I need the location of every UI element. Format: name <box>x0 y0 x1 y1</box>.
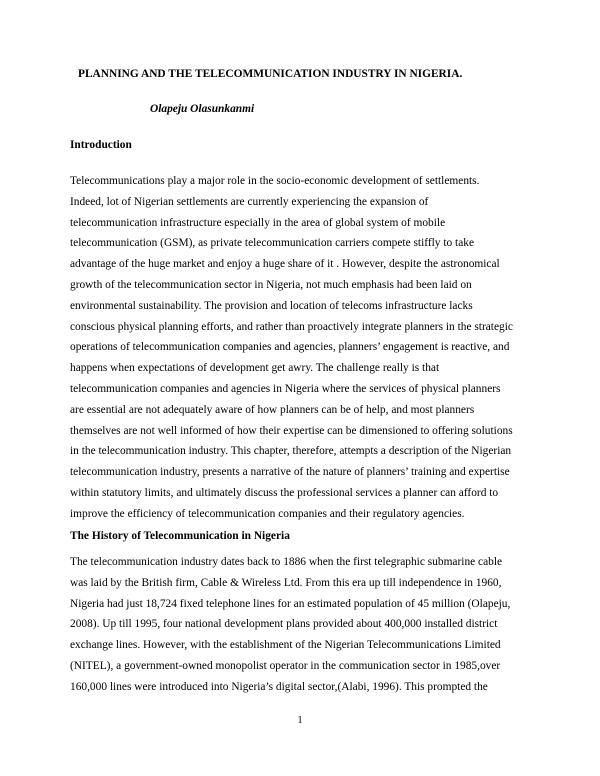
paragraph-line: improve the efficiency of telecommunication companies and their regulatory agencies. <box>70 507 465 520</box>
history-paragraph <box>70 552 550 698</box>
paragraph-line: advantage of the huge market and enjoy a huge share of it . However, despite the astronomical <box>70 258 500 271</box>
introduction-paragraph <box>70 171 550 525</box>
paragraph-line: conscious physical planning efforts, and rather than proactively integrate planners in the strategic <box>70 320 513 333</box>
paragraph-line: are essential are not adequately aware of how planners can be of help, and most planners <box>70 403 475 416</box>
section-heading-history: The History of Telecommunication in Nigeria <box>70 530 290 542</box>
paragraph-line: Nigeria had just 18,724 fixed telephone lines for an estimated population of 45 million (Olapeju, <box>70 597 511 610</box>
paragraph-line: Indeed, lot of Nigerian settlements are currently experiencing the expansion of <box>70 195 429 208</box>
paragraph-line: telecommunication industry, presents a narrative of the nature of planners’ training and expertise <box>70 466 510 479</box>
paragraph-line: telecommunication infrastructure especially in the area of global system of mobile <box>70 216 446 229</box>
paragraph-line: 160,000 lines were introduced into Nigeria’s digital sector,(Alabi, 1996). This prompted the <box>70 680 488 693</box>
page-number: 1 <box>297 715 303 726</box>
author-name: Olapeju Olasunkanmi <box>150 103 255 115</box>
paragraph-line: Telecommunications play a major role in the socio-economic development of settlements. <box>70 175 480 187</box>
paragraph-line: environmental sustainability. The provision and location of telecoms infrastructure lacks <box>70 299 473 312</box>
paragraph-line: happens when expectations of development get awry. The challenge really is that <box>70 362 440 375</box>
paragraph-line: themselves are not well informed of how their expertise can be dimensioned to offering solutions <box>70 424 513 437</box>
paragraph-line: was laid by the British firm, Cable & Wireless Ltd. From this era up till independence in 1960, <box>70 576 502 589</box>
paragraph-line: 2008). Up till 1995, four national development plans provided about 400,000 installed district <box>70 618 498 631</box>
section-heading-introduction: Introduction <box>70 139 132 151</box>
paragraph-line: within statutory limits, and ultimately discuss the professional services a planner can afford to <box>70 486 499 499</box>
paragraph-line: The telecommunication industry dates back to 1886 when the first telegraphic submarine cable <box>70 556 503 568</box>
paragraph-line: exchange lines. However, with the establishment of the Nigerian Telecommunications Limited <box>70 639 501 652</box>
document-title: PLANNING AND THE TELECOMMUNICATION INDUSTRY IN NIGERIA. <box>78 68 463 80</box>
paragraph-line: (NITEL), a government-owned monopolist operator in the communication sector in 1985,over <box>70 659 501 672</box>
paragraph-line: operations of telecommunication companies and agencies, planners’ engagement is reactive, and <box>70 341 510 354</box>
paragraph-line: in the telecommunication industry. This chapter, therefore, attempts a description of the Nigerian <box>70 445 512 458</box>
paragraph-line: telecommunication (GSM), as private telecommunication carriers compete stiffly to take <box>70 237 475 250</box>
paragraph-line: telecommunication companies and agencies in Nigeria where the services of physical planners <box>70 382 501 395</box>
paragraph-line: growth of the telecommunication sector in Nigeria, not much emphasis had been laid on <box>70 278 472 291</box>
